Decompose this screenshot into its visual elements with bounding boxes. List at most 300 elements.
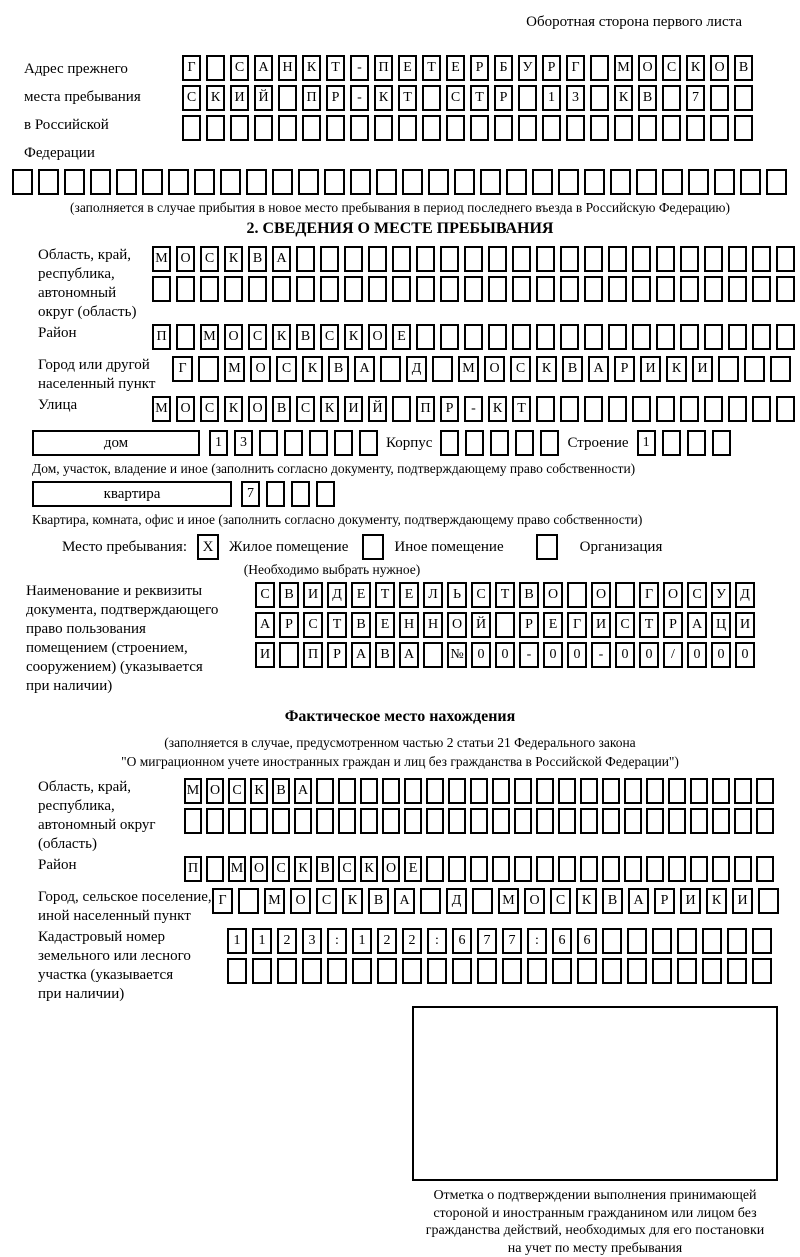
char-box[interactable] [752,928,772,954]
char-box[interactable]: Г [182,55,201,81]
char-box[interactable] [302,958,322,984]
char-box[interactable]: У [711,582,731,608]
char-box[interactable] [309,430,328,456]
char-box[interactable] [680,276,699,302]
char-box[interactable] [512,276,531,302]
char-box[interactable] [440,324,459,350]
char-box[interactable] [432,356,453,382]
char-box[interactable] [480,169,501,195]
char-box[interactable] [756,778,774,804]
char-box[interactable] [278,85,297,111]
char-box[interactable]: 6 [452,928,472,954]
char-box[interactable] [427,958,447,984]
char-box[interactable] [536,246,555,272]
char-box[interactable] [454,169,475,195]
char-box[interactable] [440,276,459,302]
char-box[interactable] [580,856,598,882]
char-box[interactable] [584,169,605,195]
char-box[interactable] [668,808,686,834]
char-box[interactable]: М [152,396,171,422]
char-box[interactable]: Е [398,55,417,81]
char-box[interactable] [536,396,555,422]
char-box[interactable]: С [276,356,297,382]
char-box[interactable]: 1 [209,430,228,456]
char-box[interactable] [602,856,620,882]
char-box[interactable]: Й [368,396,387,422]
char-box[interactable] [227,958,247,984]
char-box[interactable] [448,778,466,804]
char-box[interactable]: О [250,856,268,882]
char-box[interactable] [536,808,554,834]
char-box[interactable]: Т [422,55,441,81]
char-box[interactable] [656,324,675,350]
char-box[interactable] [728,246,747,272]
char-box[interactable]: 1 [352,928,372,954]
char-box[interactable]: 3 [302,928,322,954]
char-box[interactable] [464,246,483,272]
char-box[interactable]: 1 [542,85,561,111]
char-box[interactable]: 0 [687,642,707,668]
char-box[interactable] [734,778,752,804]
char-box[interactable] [712,808,730,834]
char-box[interactable] [420,888,441,914]
char-box[interactable] [416,246,435,272]
char-box[interactable] [492,808,510,834]
char-box[interactable]: И [735,612,755,638]
char-box[interactable] [426,856,444,882]
char-box[interactable]: 7 [686,85,705,111]
char-box[interactable] [704,396,723,422]
char-box[interactable] [602,778,620,804]
char-box[interactable] [492,856,510,882]
char-box[interactable]: И [680,888,701,914]
char-box[interactable] [320,246,339,272]
char-box[interactable]: Д [327,582,347,608]
char-box[interactable]: М [228,856,246,882]
char-box[interactable] [677,928,697,954]
char-box[interactable]: М [224,356,245,382]
char-box[interactable]: 0 [615,642,635,668]
char-box[interactable]: С [338,856,356,882]
char-box[interactable] [464,276,483,302]
char-box[interactable]: 1 [637,430,656,456]
char-box[interactable]: 7 [477,928,497,954]
char-box[interactable]: С [316,888,337,914]
char-box[interactable] [206,115,225,141]
char-box[interactable] [602,808,620,834]
char-box[interactable]: А [351,642,371,668]
char-box[interactable]: К [302,356,323,382]
char-box[interactable]: Р [494,85,513,111]
char-box[interactable] [296,276,315,302]
char-box[interactable] [590,115,609,141]
char-box[interactable]: В [638,85,657,111]
char-box[interactable]: А [394,888,415,914]
char-box[interactable] [477,958,497,984]
char-box[interactable] [228,808,246,834]
char-box[interactable] [206,55,225,81]
char-box[interactable] [350,115,369,141]
char-box[interactable]: О [248,396,267,422]
char-box[interactable]: : [527,928,547,954]
char-box[interactable] [686,115,705,141]
char-box[interactable] [590,55,609,81]
char-box[interactable]: К [344,324,363,350]
char-box[interactable] [488,324,507,350]
char-box[interactable] [316,481,335,507]
char-box[interactable]: Е [543,612,563,638]
char-box[interactable] [752,246,771,272]
char-box[interactable] [580,778,598,804]
char-box[interactable]: Т [375,582,395,608]
char-box[interactable]: Д [735,582,755,608]
char-box[interactable]: К [224,246,243,272]
char-box[interactable] [338,778,356,804]
char-box[interactable]: О [591,582,611,608]
char-box[interactable]: 3 [234,430,253,456]
char-box[interactable] [636,169,657,195]
char-box[interactable] [627,928,647,954]
char-box[interactable] [506,169,527,195]
char-box[interactable]: - [464,396,483,422]
char-box[interactable]: К [302,55,321,81]
char-box[interactable] [632,246,651,272]
char-box[interactable] [627,958,647,984]
char-box[interactable] [552,958,572,984]
char-box[interactable] [558,778,576,804]
char-box[interactable] [392,246,411,272]
char-box[interactable] [608,396,627,422]
char-box[interactable] [702,958,722,984]
char-box[interactable] [776,324,795,350]
char-box[interactable] [200,276,219,302]
char-box[interactable]: Е [375,612,395,638]
char-box[interactable]: В [272,778,290,804]
char-box[interactable]: К [250,778,268,804]
char-box[interactable]: М [458,356,479,382]
char-box[interactable] [558,856,576,882]
char-box[interactable]: И [303,582,323,608]
char-box[interactable] [12,169,33,195]
char-box[interactable] [324,169,345,195]
char-box[interactable]: Т [398,85,417,111]
char-box[interactable] [688,169,709,195]
char-box[interactable]: А [588,356,609,382]
char-box[interactable] [584,276,603,302]
char-box[interactable]: Р [654,888,675,914]
char-box[interactable] [728,276,747,302]
char-box[interactable]: 0 [567,642,587,668]
char-box[interactable] [740,169,761,195]
char-box[interactable] [512,324,531,350]
char-box[interactable]: О [176,246,195,272]
char-box[interactable] [392,396,411,422]
char-box[interactable]: В [519,582,539,608]
char-box[interactable] [168,169,189,195]
char-box[interactable] [632,396,651,422]
char-box[interactable]: 2 [277,928,297,954]
char-box[interactable] [470,856,488,882]
char-box[interactable] [776,396,795,422]
char-box[interactable]: К [342,888,363,914]
char-box[interactable]: Р [326,85,345,111]
char-box[interactable]: П [303,642,323,668]
char-box[interactable]: А [628,888,649,914]
char-box[interactable] [590,85,609,111]
char-box[interactable] [542,115,561,141]
char-box[interactable]: А [294,778,312,804]
char-box[interactable]: - [350,85,369,111]
char-box[interactable]: - [350,55,369,81]
char-box[interactable] [638,115,657,141]
char-box[interactable] [662,85,681,111]
char-box[interactable]: 0 [711,642,731,668]
char-box[interactable]: А [254,55,273,81]
char-box[interactable] [238,888,259,914]
char-box[interactable] [294,808,312,834]
char-box[interactable] [184,808,202,834]
char-box[interactable]: А [687,612,707,638]
char-box[interactable] [334,430,353,456]
char-box[interactable] [518,85,537,111]
char-box[interactable]: С [510,356,531,382]
char-box[interactable]: 0 [495,642,515,668]
char-box[interactable] [766,169,787,195]
char-box[interactable] [710,85,729,111]
char-box[interactable] [756,808,774,834]
char-box[interactable] [224,276,243,302]
char-box[interactable]: С [182,85,201,111]
char-box[interactable]: О [368,324,387,350]
char-box[interactable] [495,612,515,638]
char-box[interactable] [426,778,444,804]
char-box[interactable] [368,246,387,272]
char-box[interactable]: К [686,55,705,81]
char-box[interactable]: С [230,55,249,81]
char-box[interactable]: М [184,778,202,804]
char-box[interactable] [392,276,411,302]
char-box[interactable] [488,276,507,302]
char-box[interactable]: В [562,356,583,382]
char-box[interactable]: Н [399,612,419,638]
char-box[interactable] [752,396,771,422]
char-box[interactable] [64,169,85,195]
char-box[interactable] [38,169,59,195]
char-box[interactable]: К [666,356,687,382]
char-box[interactable] [727,958,747,984]
char-box[interactable] [566,115,585,141]
char-box[interactable] [284,430,303,456]
char-box[interactable]: О [447,612,467,638]
char-box[interactable] [248,276,267,302]
char-box[interactable] [422,85,441,111]
char-box[interactable]: А [354,356,375,382]
char-box[interactable]: В [328,356,349,382]
char-box[interactable] [470,115,489,141]
char-box[interactable] [465,430,484,456]
char-box[interactable]: Г [639,582,659,608]
char-box[interactable]: С [446,85,465,111]
char-box[interactable]: О [524,888,545,914]
char-box[interactable]: 0 [543,642,563,668]
char-box[interactable] [382,808,400,834]
char-box[interactable]: К [706,888,727,914]
char-box[interactable]: Ц [711,612,731,638]
char-box[interactable]: М [498,888,519,914]
char-box[interactable] [470,778,488,804]
char-box[interactable]: У [518,55,537,81]
char-box[interactable] [610,169,631,195]
char-box[interactable] [194,169,215,195]
char-box[interactable]: К [224,396,243,422]
char-box[interactable] [690,808,708,834]
char-box[interactable] [656,396,675,422]
char-box[interactable] [490,430,509,456]
char-box[interactable]: Л [423,582,443,608]
char-box[interactable]: В [734,55,753,81]
char-box[interactable]: В [368,888,389,914]
char-box[interactable]: Е [404,856,422,882]
char-box[interactable] [338,808,356,834]
char-box[interactable]: Й [471,612,491,638]
char-box[interactable] [560,324,579,350]
char-box[interactable]: / [663,642,683,668]
char-box[interactable] [344,246,363,272]
char-box[interactable] [206,808,224,834]
char-box[interactable]: В [272,396,291,422]
char-box[interactable] [272,276,291,302]
char-box[interactable] [758,888,779,914]
char-box[interactable]: В [316,856,334,882]
char-box[interactable] [734,85,753,111]
char-box[interactable]: И [692,356,713,382]
char-box[interactable] [198,356,219,382]
char-box[interactable] [652,928,672,954]
char-box[interactable]: 2 [402,928,422,954]
char-box[interactable] [727,928,747,954]
char-box[interactable] [734,808,752,834]
char-box[interactable]: И [230,85,249,111]
char-box[interactable] [687,430,706,456]
char-box[interactable] [602,958,622,984]
char-box[interactable] [728,324,747,350]
char-box[interactable] [608,276,627,302]
char-box[interactable] [567,582,587,608]
char-box[interactable]: С [550,888,571,914]
char-box[interactable] [376,169,397,195]
char-box[interactable] [712,856,730,882]
char-box[interactable]: М [614,55,633,81]
char-box[interactable]: Е [399,582,419,608]
char-box[interactable] [326,115,345,141]
char-box[interactable] [662,169,683,195]
char-box[interactable] [712,778,730,804]
char-box[interactable] [558,169,579,195]
char-box[interactable]: П [184,856,202,882]
char-box[interactable]: Т [495,582,515,608]
char-box[interactable]: Т [326,55,345,81]
char-box[interactable] [402,958,422,984]
char-box[interactable] [608,246,627,272]
char-box[interactable] [90,169,111,195]
char-box[interactable] [350,169,371,195]
char-box[interactable] [512,246,531,272]
char-box[interactable] [272,169,293,195]
char-box[interactable]: С [248,324,267,350]
char-box[interactable]: 1 [227,928,247,954]
char-box[interactable]: 0 [639,642,659,668]
char-box[interactable]: М [200,324,219,350]
char-box[interactable]: Г [567,612,587,638]
char-box[interactable] [744,356,765,382]
char-box[interactable] [656,276,675,302]
char-box[interactable]: К [272,324,291,350]
char-box[interactable] [776,276,795,302]
char-box[interactable] [668,778,686,804]
char-box[interactable] [514,778,532,804]
char-box[interactable] [296,246,315,272]
char-box[interactable] [446,115,465,141]
char-box[interactable] [624,856,642,882]
char-box[interactable] [423,642,443,668]
char-box[interactable] [518,115,537,141]
char-box[interactable] [377,958,397,984]
char-box[interactable] [702,928,722,954]
char-box[interactable]: О [663,582,683,608]
char-box[interactable] [752,276,771,302]
char-box[interactable] [352,958,372,984]
char-box[interactable] [152,276,171,302]
char-box[interactable]: О [484,356,505,382]
char-box[interactable] [580,808,598,834]
char-box[interactable] [632,324,651,350]
char-box[interactable]: - [519,642,539,668]
char-box[interactable]: С [471,582,491,608]
char-box[interactable] [360,808,378,834]
char-box[interactable] [416,276,435,302]
char-box[interactable] [680,396,699,422]
char-box[interactable]: М [264,888,285,914]
char-box[interactable] [515,430,534,456]
char-box[interactable] [646,808,664,834]
char-box[interactable]: П [416,396,435,422]
char-box[interactable] [291,481,310,507]
char-box[interactable] [624,778,642,804]
char-box[interactable]: Т [639,612,659,638]
char-box[interactable]: С [272,856,290,882]
char-box[interactable]: - [591,642,611,668]
char-box[interactable]: Й [254,85,273,111]
char-box[interactable]: Г [172,356,193,382]
char-box[interactable] [488,246,507,272]
char-box[interactable] [704,276,723,302]
char-box[interactable] [278,115,297,141]
char-box[interactable] [277,958,297,984]
char-box[interactable] [448,808,466,834]
char-box[interactable] [536,856,554,882]
char-box[interactable]: Н [423,612,443,638]
char-box[interactable]: П [374,55,393,81]
char-box[interactable] [404,778,422,804]
char-box[interactable] [440,246,459,272]
char-box[interactable]: Д [406,356,427,382]
char-box[interactable] [182,115,201,141]
char-box[interactable] [662,115,681,141]
char-box[interactable]: О [710,55,729,81]
char-box[interactable] [359,430,378,456]
char-box[interactable]: С [662,55,681,81]
char-box[interactable]: С [200,396,219,422]
